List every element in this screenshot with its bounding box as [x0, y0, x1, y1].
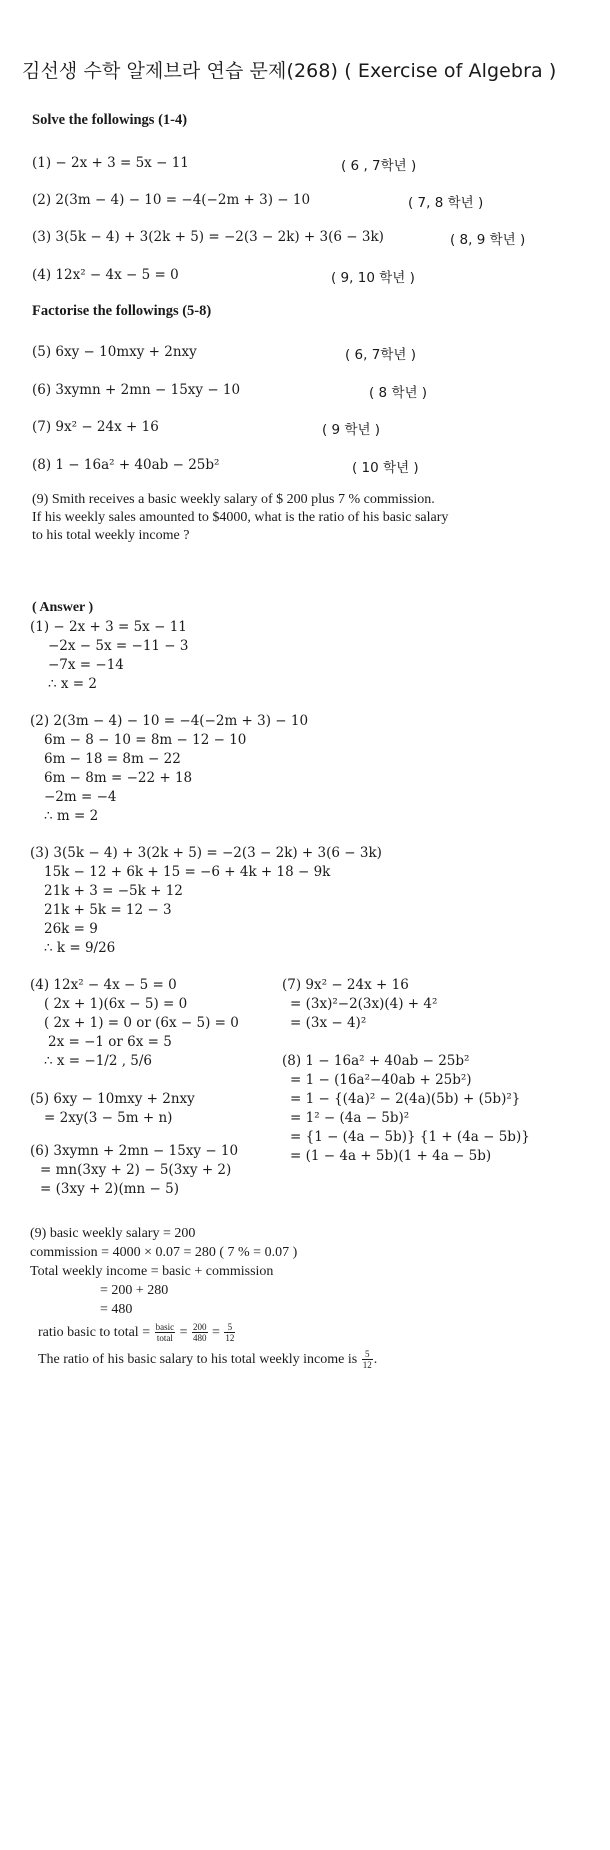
- answer-9-line: = 480: [100, 1302, 133, 1317]
- problem-8: (8) 1 − 16a² + 40ab − 25b²: [32, 457, 220, 473]
- answer-3-line: 21k + 3 = −5k + 12: [44, 883, 183, 899]
- answer-2-line: 6m − 8m = −22 + 18: [44, 770, 193, 786]
- fraction-numerator: 200: [193, 1322, 207, 1333]
- answer-9-line: = 200 + 280: [100, 1283, 169, 1298]
- answer-8-line: = 1 − (16a²−40ab + 25b²): [290, 1072, 472, 1088]
- answer-heading: ( Answer ): [32, 600, 94, 615]
- answer-3-line: ∴ k = 9/26: [44, 940, 116, 956]
- answer-6-line: (6) 3xymn + 2mn − 15xy − 10: [30, 1143, 239, 1159]
- answer-3-line: (3) 3(5k − 4) + 3(2k + 5) = −2(3 − 2k) + 3(6 − 3k): [30, 845, 382, 861]
- answer-4-line: ( 2x + 1) = 0 or (6x − 5) = 0: [44, 1015, 239, 1031]
- fraction-denominator: 480: [193, 1333, 207, 1344]
- answer-8-line: = 1² − (4a − 5b)²: [290, 1110, 410, 1126]
- fraction-denominator: 12: [362, 1360, 372, 1371]
- problem-9-line-1: (9) Smith receives a basic weekly salary of $ 200 plus 7 % commission.: [32, 492, 435, 507]
- answer-8-line: (8) 1 − 16a² + 40ab − 25b²: [282, 1053, 470, 1069]
- answer-3-line: 15k − 12 + 6k + 15 = −6 + 4k + 18 − 9k: [44, 864, 331, 880]
- answer-9-ratio: [38, 1320, 236, 1346]
- answer-8-line: = 1 − {(4a)² − 2(4a)(5b) + (5b)²}: [290, 1091, 521, 1107]
- fraction-basic-total: [155, 1322, 176, 1343]
- answer-7-line: = (3x − 4)²: [290, 1015, 367, 1031]
- answer-4-line: ( 2x + 1)(6x − 5) = 0: [44, 996, 188, 1012]
- answer-6-line: = (3xy + 2)(mn − 5): [40, 1181, 179, 1197]
- problem-4-grade: ( 9, 10 학년 ): [331, 270, 415, 286]
- answer-4-line: 2x = −1 or 6x = 5: [48, 1034, 172, 1050]
- answer-8-line: = {1 − (4a − 5b)} {1 + (4a − 5b)}: [290, 1129, 530, 1145]
- answer-4-line: (4) 12x² − 4x − 5 = 0: [30, 977, 177, 993]
- answer-7-line: (7) 9x² − 24x + 16: [282, 977, 409, 993]
- fraction-numerator: 5: [224, 1322, 235, 1333]
- problem-2-grade: ( 7, 8 학년 ): [408, 195, 484, 211]
- problem-9-line-2: If his weekly sales amounted to $4000, what is the ratio of his basic salary: [32, 510, 449, 525]
- fraction-values: [192, 1322, 208, 1343]
- answer-9-conclusion: [38, 1347, 377, 1373]
- section-heading-solve: Solve the followings (1-4): [32, 112, 188, 128]
- fraction-numerator: basic: [155, 1322, 175, 1333]
- problem-4: (4) 12x² − 4x − 5 = 0: [32, 267, 179, 283]
- period: .: [373, 1352, 378, 1367]
- equals-sign: =: [179, 1325, 188, 1340]
- answer-1-line: ∴ x = 2: [48, 676, 97, 692]
- problem-3-grade: ( 8, 9 학년 ): [450, 232, 526, 248]
- answer-1-line: −2x − 5x = −11 − 3: [48, 638, 189, 654]
- answer-2-line: ∴ m = 2: [44, 808, 99, 824]
- problem-2: (2) 2(3m − 4) − 10 = −4(−2m + 3) − 10: [32, 192, 311, 208]
- answer-2-line: 6m − 8 − 10 = 8m − 12 − 10: [44, 732, 247, 748]
- answer-2-line: −2m = −4: [44, 789, 117, 805]
- problem-6: (6) 3xymn + 2mn − 15xy − 10: [32, 382, 241, 398]
- ratio-prefix: ratio basic to total =: [38, 1325, 151, 1340]
- page-title: 김선생 수학 알제브라 연습 문제(268) ( Exercise of Algebra ): [22, 60, 557, 82]
- problem-5-grade: ( 6, 7학년 ): [345, 347, 416, 363]
- answer-4-line: ∴ x = −1/2 , 5/6: [44, 1053, 153, 1069]
- answer-6-line: = mn(3xy + 2) − 5(3xy + 2): [40, 1162, 232, 1178]
- problem-8-grade: ( 10 학년 ): [352, 460, 419, 476]
- answer-2-line: (2) 2(3m − 4) − 10 = −4(−2m + 3) − 10: [30, 713, 309, 729]
- answer-9-line: Total weekly income = basic + commission: [30, 1264, 274, 1279]
- fraction-conclusion: [362, 1349, 373, 1370]
- problem-9-line-3: to his total weekly income ?: [32, 528, 190, 543]
- answer-3-line: 26k = 9: [44, 921, 98, 937]
- answer-7-line: = (3x)²−2(3x)(4) + 4²: [290, 996, 438, 1012]
- conclusion-text: The ratio of his basic salary to his total weekly income is: [38, 1352, 358, 1367]
- problem-3: (3) 3(5k − 4) + 3(2k + 5) = −2(3 − 2k) + 3(6 − 3k): [32, 229, 384, 245]
- answer-8-line: = (1 − 4a + 5b)(1 + 4a − 5b): [290, 1148, 492, 1164]
- answer-1-line: (1) − 2x + 3 = 5x − 11: [30, 619, 187, 635]
- fraction-denominator: total: [156, 1333, 173, 1344]
- answer-5-line: = 2xy(3 − 5m + n): [44, 1110, 173, 1126]
- answer-2-line: 6m − 18 = 8m − 22: [44, 751, 181, 767]
- answer-9-line: commission = 4000 × 0.07 = 280 ( 7 % = 0.07 ): [30, 1245, 298, 1260]
- answer-3-line: 21k + 5k = 12 − 3: [44, 902, 172, 918]
- problem-5: (5) 6xy − 10mxy + 2nxy: [32, 344, 197, 360]
- problem-1-grade: ( 6 , 7학년 ): [341, 158, 417, 174]
- answer-5-line: (5) 6xy − 10mxy + 2nxy: [30, 1091, 195, 1107]
- answer-9-line: (9) basic weekly salary = 200: [30, 1226, 196, 1241]
- fraction-result: [224, 1322, 235, 1343]
- fraction-denominator: 12: [225, 1333, 235, 1344]
- answer-1-line: −7x = −14: [48, 657, 124, 673]
- problem-1: (1) − 2x + 3 = 5x − 11: [32, 155, 189, 171]
- fraction-numerator: 5: [362, 1349, 373, 1360]
- equals-sign: =: [212, 1325, 220, 1340]
- problem-7-grade: ( 9 학년 ): [322, 422, 381, 438]
- section-heading-factorise: Factorise the followings (5-8): [32, 303, 212, 319]
- problem-7: (7) 9x² − 24x + 16: [32, 419, 159, 435]
- problem-6-grade: ( 8 학년 ): [369, 385, 428, 401]
